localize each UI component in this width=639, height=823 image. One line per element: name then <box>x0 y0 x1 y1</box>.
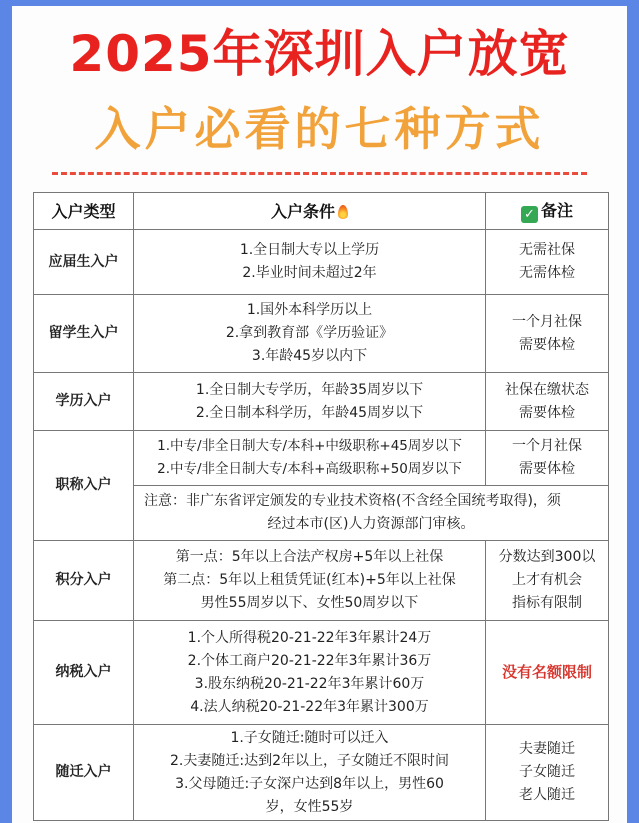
row-notes: 一个月社保 需要体检 <box>486 295 609 373</box>
table-row <box>34 373 609 431</box>
household-registration-table <box>33 192 609 821</box>
row-notes: 社保在缴状态 需要体检 <box>486 373 609 431</box>
row-notes: 没有名额限制 <box>486 621 609 725</box>
table-row <box>34 431 609 486</box>
row-type: 应届生入户 <box>34 230 134 295</box>
table-header-row <box>34 193 609 230</box>
row-type: 随迁入户 <box>34 725 134 821</box>
row-conditions: 1.中专/非全日制大专/本科+中级职称+45周岁以下 2.中专/非全日制大专/本科+高级职称+50周岁以下 <box>134 431 486 486</box>
row-conditions: 1.子女随迁:随时可以迁入 2.夫妻随迁:达到2年以上，子女随迁不限时间 3.父母随迁:子女深户达到8年以上，男性60 岁，女性55岁 <box>134 725 486 821</box>
table-row <box>34 621 609 725</box>
header-conditions: 入户条件 <box>134 193 486 230</box>
table-row <box>34 295 609 373</box>
row-type: 学历入户 <box>34 373 134 431</box>
row-conditions: 1.全日制大专以上学历 2.毕业时间未超过2年 <box>134 230 486 295</box>
row-notes: 无需社保 无需体检 <box>486 230 609 295</box>
row-conditions: 1.个人所得税20-21-22年3年累计24万 2.个体工商户20-21-22年3年累计36万 3.股东纳税20-21-22年3年累计60万 4.法人纳税20-21-22年3年累计300万 <box>134 621 486 725</box>
row-conditions: 1.全日制大专学历，年龄35周岁以下 2.全日制本科学历，年龄45周岁以下 <box>134 373 486 431</box>
row-notes: 夫妻随迁 子女随迁 老人随迁 <box>486 725 609 821</box>
page-title: 2025年深圳入户放宽 <box>69 25 570 83</box>
row-extra-note: 注意：非广东省评定颁发的专业技术资格(不含经全国统考取得)，须 经过本市(区)人力资源部门审核。 <box>134 486 609 541</box>
row-conditions: 1.国外本科学历以上 2.拿到教育部《学历验证》 3.年龄45岁以内下 <box>134 295 486 373</box>
row-type: 纳税入户 <box>34 621 134 725</box>
row-conditions: 第一点：5年以上合法产权房+5年以上社保 第二点：5年以上租赁凭证(红本)+5年以上社保 男性55周岁以下、女性50周岁以下 <box>134 541 486 621</box>
row-type: 职称入户 <box>34 431 134 541</box>
row-notes: 一个月社保 需要体检 <box>486 431 609 486</box>
header-notes: ✓ 备注 <box>486 193 609 230</box>
page-subtitle: 入户必看的七种方式 <box>94 102 545 156</box>
check-icon: ✓ <box>521 206 538 223</box>
row-type: 积分入户 <box>34 541 134 621</box>
table-row <box>34 725 609 821</box>
fire-icon <box>338 205 348 219</box>
table-row <box>34 541 609 621</box>
header-type: 入户类型 <box>34 193 134 230</box>
row-type: 留学生入户 <box>34 295 134 373</box>
row-notes: 分数达到300以 上才有机会 指标有限制 <box>486 541 609 621</box>
table-row <box>34 230 609 295</box>
divider <box>52 172 587 175</box>
